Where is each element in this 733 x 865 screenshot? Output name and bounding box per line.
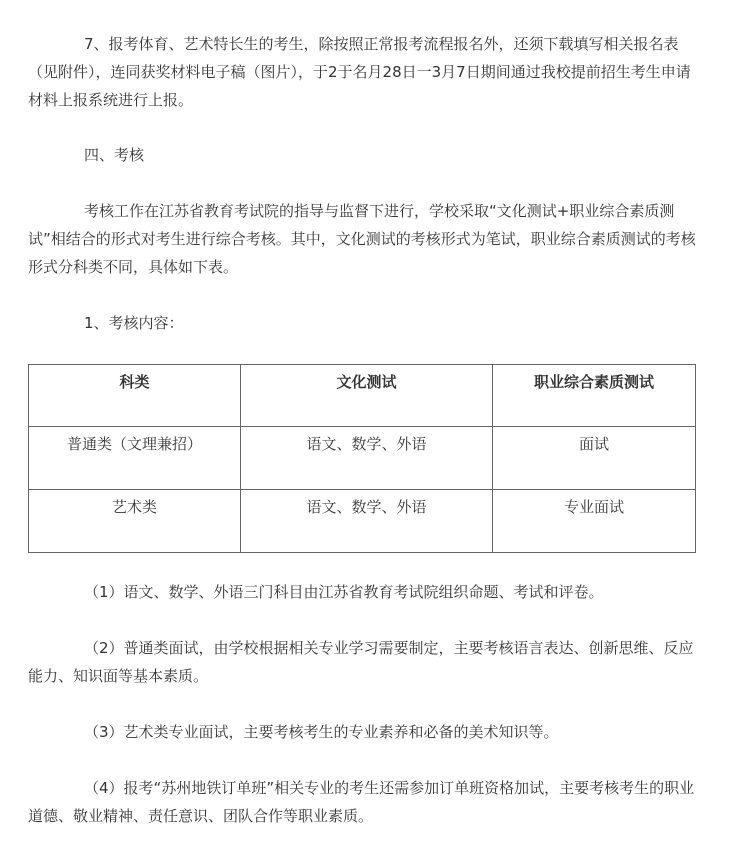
assessment-table bbox=[28, 364, 696, 553]
table-cell: 语文、数学、外语 bbox=[241, 490, 493, 553]
paragraph-item7: 7、报考体育、艺术特长生的考生，除按照正常报考流程报名外，还须下载填写相关报名表（见附件），连同获奖材料电子稿（图片），于2于名月28日一3月7日期间通过我校提前招生考生申请材料上报系统进行上报。 bbox=[28, 35, 691, 109]
section-heading-assessment: 四、考核 bbox=[84, 146, 145, 164]
table-row bbox=[29, 427, 696, 490]
note-4: （4）报考“苏州地铁订单班”相关专业的考生还需参加订单班资格加试，主要考核考生的职业道德、敬业精神、责任意识、团队合作等职业素质。 bbox=[28, 779, 695, 825]
header-culture-test: 文化测试 bbox=[241, 365, 493, 427]
table-cell: 语文、数学、外语 bbox=[241, 427, 493, 490]
table-header-row bbox=[29, 365, 696, 427]
paragraph-assessment-intro: 考核工作在江苏省教育考试院的指导与监督下进行，学校采取“文化测试+职业综合素质测试”相结合的形式对考生进行综合考核。其中，文化测试的考核形式为笔试，职业综合素质测试的考核形式分科类不同，具体如下表。 bbox=[28, 202, 696, 276]
note-2: （2）普通类面试，由学校根据相关专业学习需要制定，主要考核语言表达、创新思维、反应能力、知识面等基本素质。 bbox=[28, 639, 694, 685]
table-row bbox=[29, 490, 696, 553]
header-vocational-test: 职业综合素质测试 bbox=[493, 365, 696, 427]
table-cell: 面试 bbox=[493, 427, 696, 490]
note-1: （1）语文、数学、外语三门科目由江苏省教育考试院组织命题、考试和评卷。 bbox=[84, 583, 604, 601]
table-cell: 普通类（文理兼招） bbox=[29, 427, 241, 490]
table-cell: 艺术类 bbox=[29, 490, 241, 553]
header-category: 科类 bbox=[29, 365, 241, 427]
note-3: （3）艺术类专业面试，主要考核考生的专业素养和必备的美术知识等。 bbox=[84, 723, 559, 741]
table-cell: 专业面试 bbox=[493, 490, 696, 553]
subheading-assessment-content: 1、考核内容： bbox=[84, 314, 184, 332]
